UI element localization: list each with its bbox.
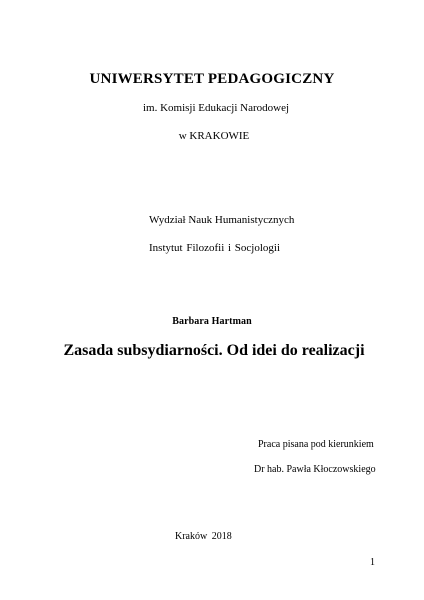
page-number: 1 (370, 557, 375, 568)
supervisor-name: Dr hab. Pawła Kłoczowskiego (254, 464, 376, 475)
faculty-name: Wydział Nauk Humanistycznych (149, 214, 295, 226)
author-name: Barbara Hartman (172, 316, 252, 327)
place-and-date: Kraków 2018 (175, 531, 232, 542)
university-city: w KRAKOWIE (178, 130, 250, 142)
thesis-title: Zasada subsydiarności. Od idei do realizacji (63, 342, 365, 359)
university-name: UNIWERSYTET PEDAGOGICZNY (89, 71, 335, 87)
university-subtitle: im. Komisji Edukacji Narodowej (142, 102, 290, 114)
institute-name: Instytut Filozofii i Socjologii (149, 242, 281, 254)
supervision-note: Praca pisana pod kierunkiem (258, 439, 374, 450)
